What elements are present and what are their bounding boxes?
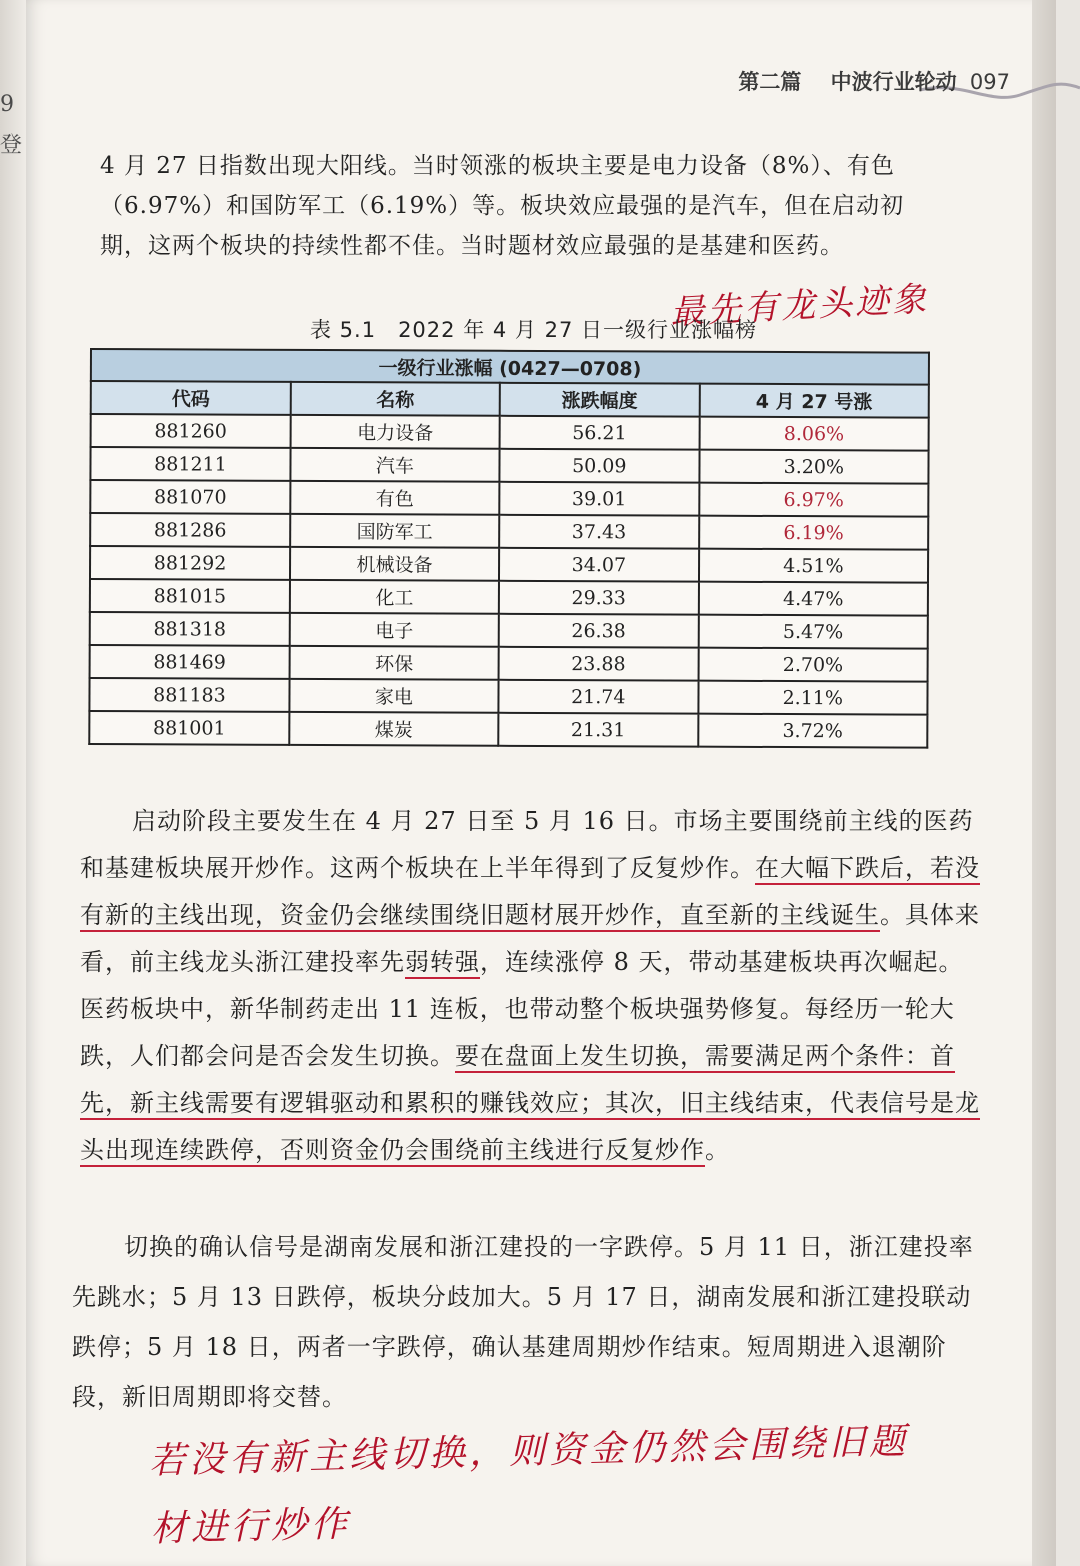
table-row — [90, 513, 928, 550]
cell-code: 881183 — [89, 678, 289, 712]
cell-apr27: 2.70% — [698, 648, 927, 682]
table-row — [90, 480, 928, 517]
cell-apr27: 2.11% — [698, 681, 927, 715]
cell-code: 881260 — [91, 414, 291, 448]
table-row — [89, 678, 927, 715]
table-row — [90, 579, 928, 616]
paragraph-start-phase — [80, 798, 980, 1174]
cell-name: 环保 — [290, 646, 499, 680]
cell-change: 50.09 — [499, 449, 699, 483]
cell-name: 有色 — [290, 481, 499, 515]
cell-change: 23.88 — [499, 647, 699, 681]
table-caption: 表 5.1 2022 年 4 月 27 日一级行业涨幅榜 — [310, 318, 757, 342]
handwritten-note-bottom: 若没有新主线切换，则资金仍然会围绕旧题材进行炒作 — [148, 1421, 910, 1550]
cell-change: 34.07 — [499, 548, 699, 582]
table-body — [89, 414, 928, 748]
cell-name: 家电 — [289, 679, 498, 713]
cell-apr27: 4.51% — [699, 549, 928, 583]
handwritten-note-top: 最先有龙头迹象 — [669, 279, 931, 333]
text-segment: 。具体来看，前主线龙头浙江建投率先 — [80, 901, 980, 976]
table-title: 一级行业涨幅 (0427—0708) — [91, 349, 929, 385]
cell-code: 881015 — [90, 579, 290, 613]
text-segment: ，连续涨停 8 天，带动基建板块再次崛起。医药板块中，新华制药走出 11 连板，也带动整个板块强势修复。每经历一轮大跌，人们都会问是否会发生切换。 — [80, 948, 964, 1070]
industry-table-container — [88, 348, 930, 749]
text-segment: 。 — [705, 1136, 730, 1164]
underlined-segment: 要在盘面上发生切换，需要满足两个条件：首先，新主线需要有逻辑驱动和累积的赚钱效应；其次，旧主线结束，代表信号是龙头出现连续跌停，否则资金仍会围绕前主线进行反复炒作 — [80, 1042, 980, 1167]
underlined-segment: 在大幅下跌后，若没有新的主线出现，资金仍会继续围绕旧题材展开炒作，直至新的主线诞生 — [80, 854, 980, 932]
cell-change: 37.43 — [499, 515, 699, 549]
cell-apr27: 5.47% — [698, 615, 927, 649]
table-row — [90, 546, 928, 583]
industry-gain-table — [88, 348, 930, 749]
column-header-code: 代码 — [91, 381, 291, 415]
cell-apr27: 8.06% — [699, 417, 928, 451]
cell-code: 881001 — [89, 711, 289, 745]
cell-code: 881070 — [90, 480, 290, 514]
spine-mark-top: 9 — [0, 92, 14, 117]
page-number: 097 — [969, 70, 1010, 94]
cell-name: 化工 — [290, 580, 499, 614]
table-row — [90, 645, 928, 682]
cell-name: 电力设备 — [291, 415, 500, 449]
cell-name: 汽车 — [290, 448, 499, 482]
cell-code: 881292 — [90, 546, 290, 580]
cell-change: 56.21 — [500, 416, 700, 450]
underlined-segment: 弱转强 — [405, 948, 480, 979]
header-chapter: 中波行业轮动 — [830, 70, 957, 94]
cell-change: 21.31 — [498, 713, 698, 747]
cell-code: 881211 — [90, 447, 290, 481]
column-header-change: 涨跌幅度 — [500, 383, 700, 417]
cell-change: 29.33 — [499, 581, 699, 615]
cell-change: 26.38 — [499, 614, 699, 648]
cell-name: 电子 — [290, 613, 499, 647]
book-spine — [0, 0, 26, 1566]
cell-apr27: 6.97% — [699, 483, 928, 517]
cell-apr27: 6.19% — [699, 516, 928, 550]
text-segment: 启动阶段主要发生在 4 月 27 日至 5 月 16 日。市场主要围绕前主线的医药和基建板块展开炒作。这两个板块在上半年得到了反复炒作。 — [80, 807, 974, 882]
cell-apr27: 3.20% — [699, 450, 928, 484]
spine-mark-bottom: 登 — [0, 133, 23, 158]
paragraph-switch-signal: 切换的确认信号是湖南发展和浙江建投的一字跌停。5 月 11 日，浙江建投率先跳水；5 月 13 日跌停，板块分歧加大。5 月 17 日，湖南发展和浙江建投联动跌停；5 月 18 日，两者一字跌停，确认基建周期炒作结束。短周期进入退潮阶段，新旧周期即将交替。 — [72, 1233, 974, 1411]
cell-name: 机械设备 — [290, 547, 499, 581]
cell-name: 国防军工 — [290, 514, 499, 548]
cell-code: 881318 — [90, 612, 290, 646]
table-row — [91, 414, 929, 451]
page-stack-edge — [1032, 0, 1056, 1566]
running-header — [738, 66, 1010, 96]
intro-paragraph: 4 月 27 日指数出现大阳线。当时领涨的板块主要是电力设备（8%）、有色（6.97%）和国防军工（6.19%）等。板块效应最强的是汽车，但在启动初期，这两个板块的持续性都不佳。当时题材效应最强的是基建和医药。 — [100, 153, 905, 259]
table-row — [90, 447, 928, 484]
cell-apr27: 3.72% — [698, 714, 927, 748]
cell-name: 煤炭 — [289, 712, 498, 746]
cell-code: 881286 — [90, 513, 290, 547]
cell-change: 39.01 — [499, 482, 699, 516]
column-header-apr27: 4 月 27 号涨 — [699, 384, 928, 418]
cell-apr27: 4.47% — [698, 582, 927, 616]
table-row — [90, 612, 928, 649]
column-header-name: 名称 — [291, 382, 500, 416]
cell-code: 881469 — [90, 645, 290, 679]
header-section: 第二篇 — [738, 70, 802, 94]
table-row — [89, 711, 927, 748]
cell-change: 21.74 — [498, 680, 698, 714]
